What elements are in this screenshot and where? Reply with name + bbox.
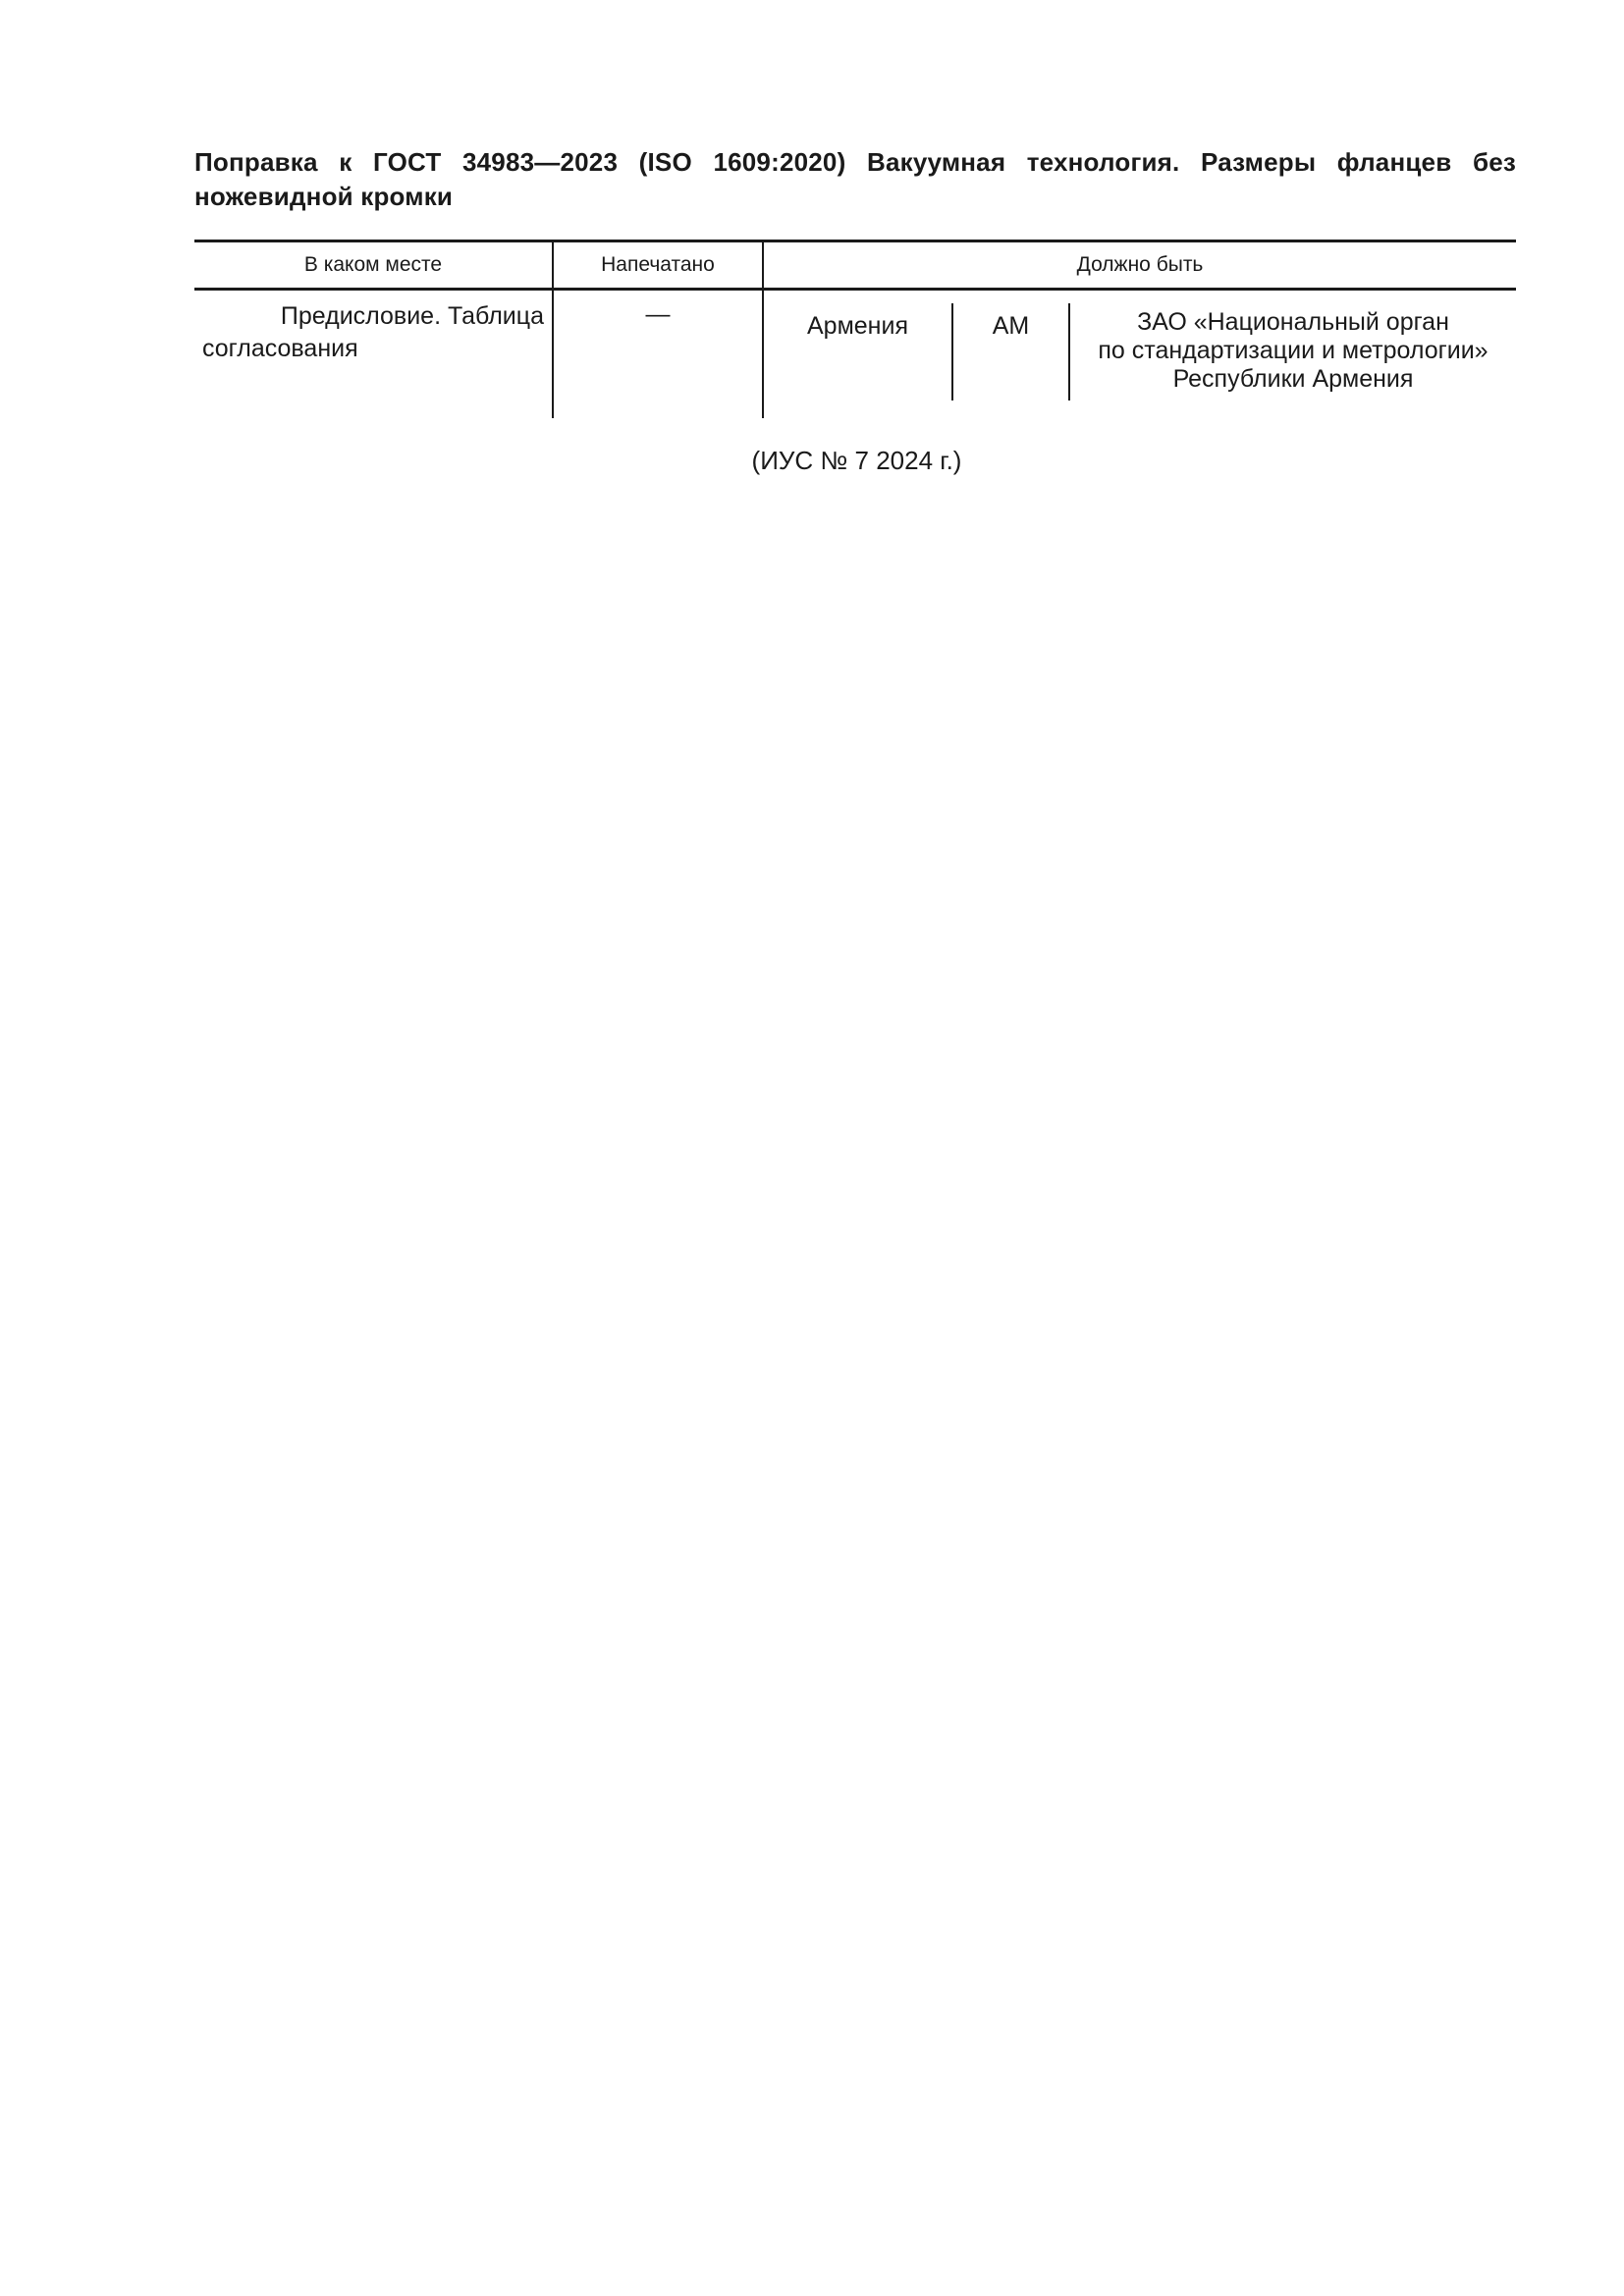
organization-line3: Республики Армения (1172, 365, 1414, 393)
cell-organization (1070, 308, 1516, 394)
publication-reference: (ИУС № 7 2024 г.) (751, 446, 962, 475)
organization-line1: ЗАО «Национальный орган (1137, 308, 1449, 336)
cell-where-line2: согласования (202, 335, 358, 362)
header-where: В каком месте (303, 253, 443, 276)
cell-where (202, 300, 544, 365)
header-printed: Напечатано (601, 253, 715, 276)
document-title: Поправка к ГОСТ 34983—2023 (ISO 1609:2020) Вакуумная технология. Размеры фланцев без ножевидной кромки (194, 147, 1516, 211)
amendment-table (194, 240, 1516, 418)
cell-country-code: AM (992, 312, 1030, 340)
cell-where-line1: Предисловие. Таблица (280, 302, 544, 330)
organization-line2: по стандартизации и метрологии» (1098, 337, 1489, 364)
table-header-rule (194, 288, 1516, 291)
cell-country: Армения (807, 312, 908, 340)
cell-printed: — (645, 300, 671, 328)
header-should-be: Должно быть (1076, 253, 1204, 276)
